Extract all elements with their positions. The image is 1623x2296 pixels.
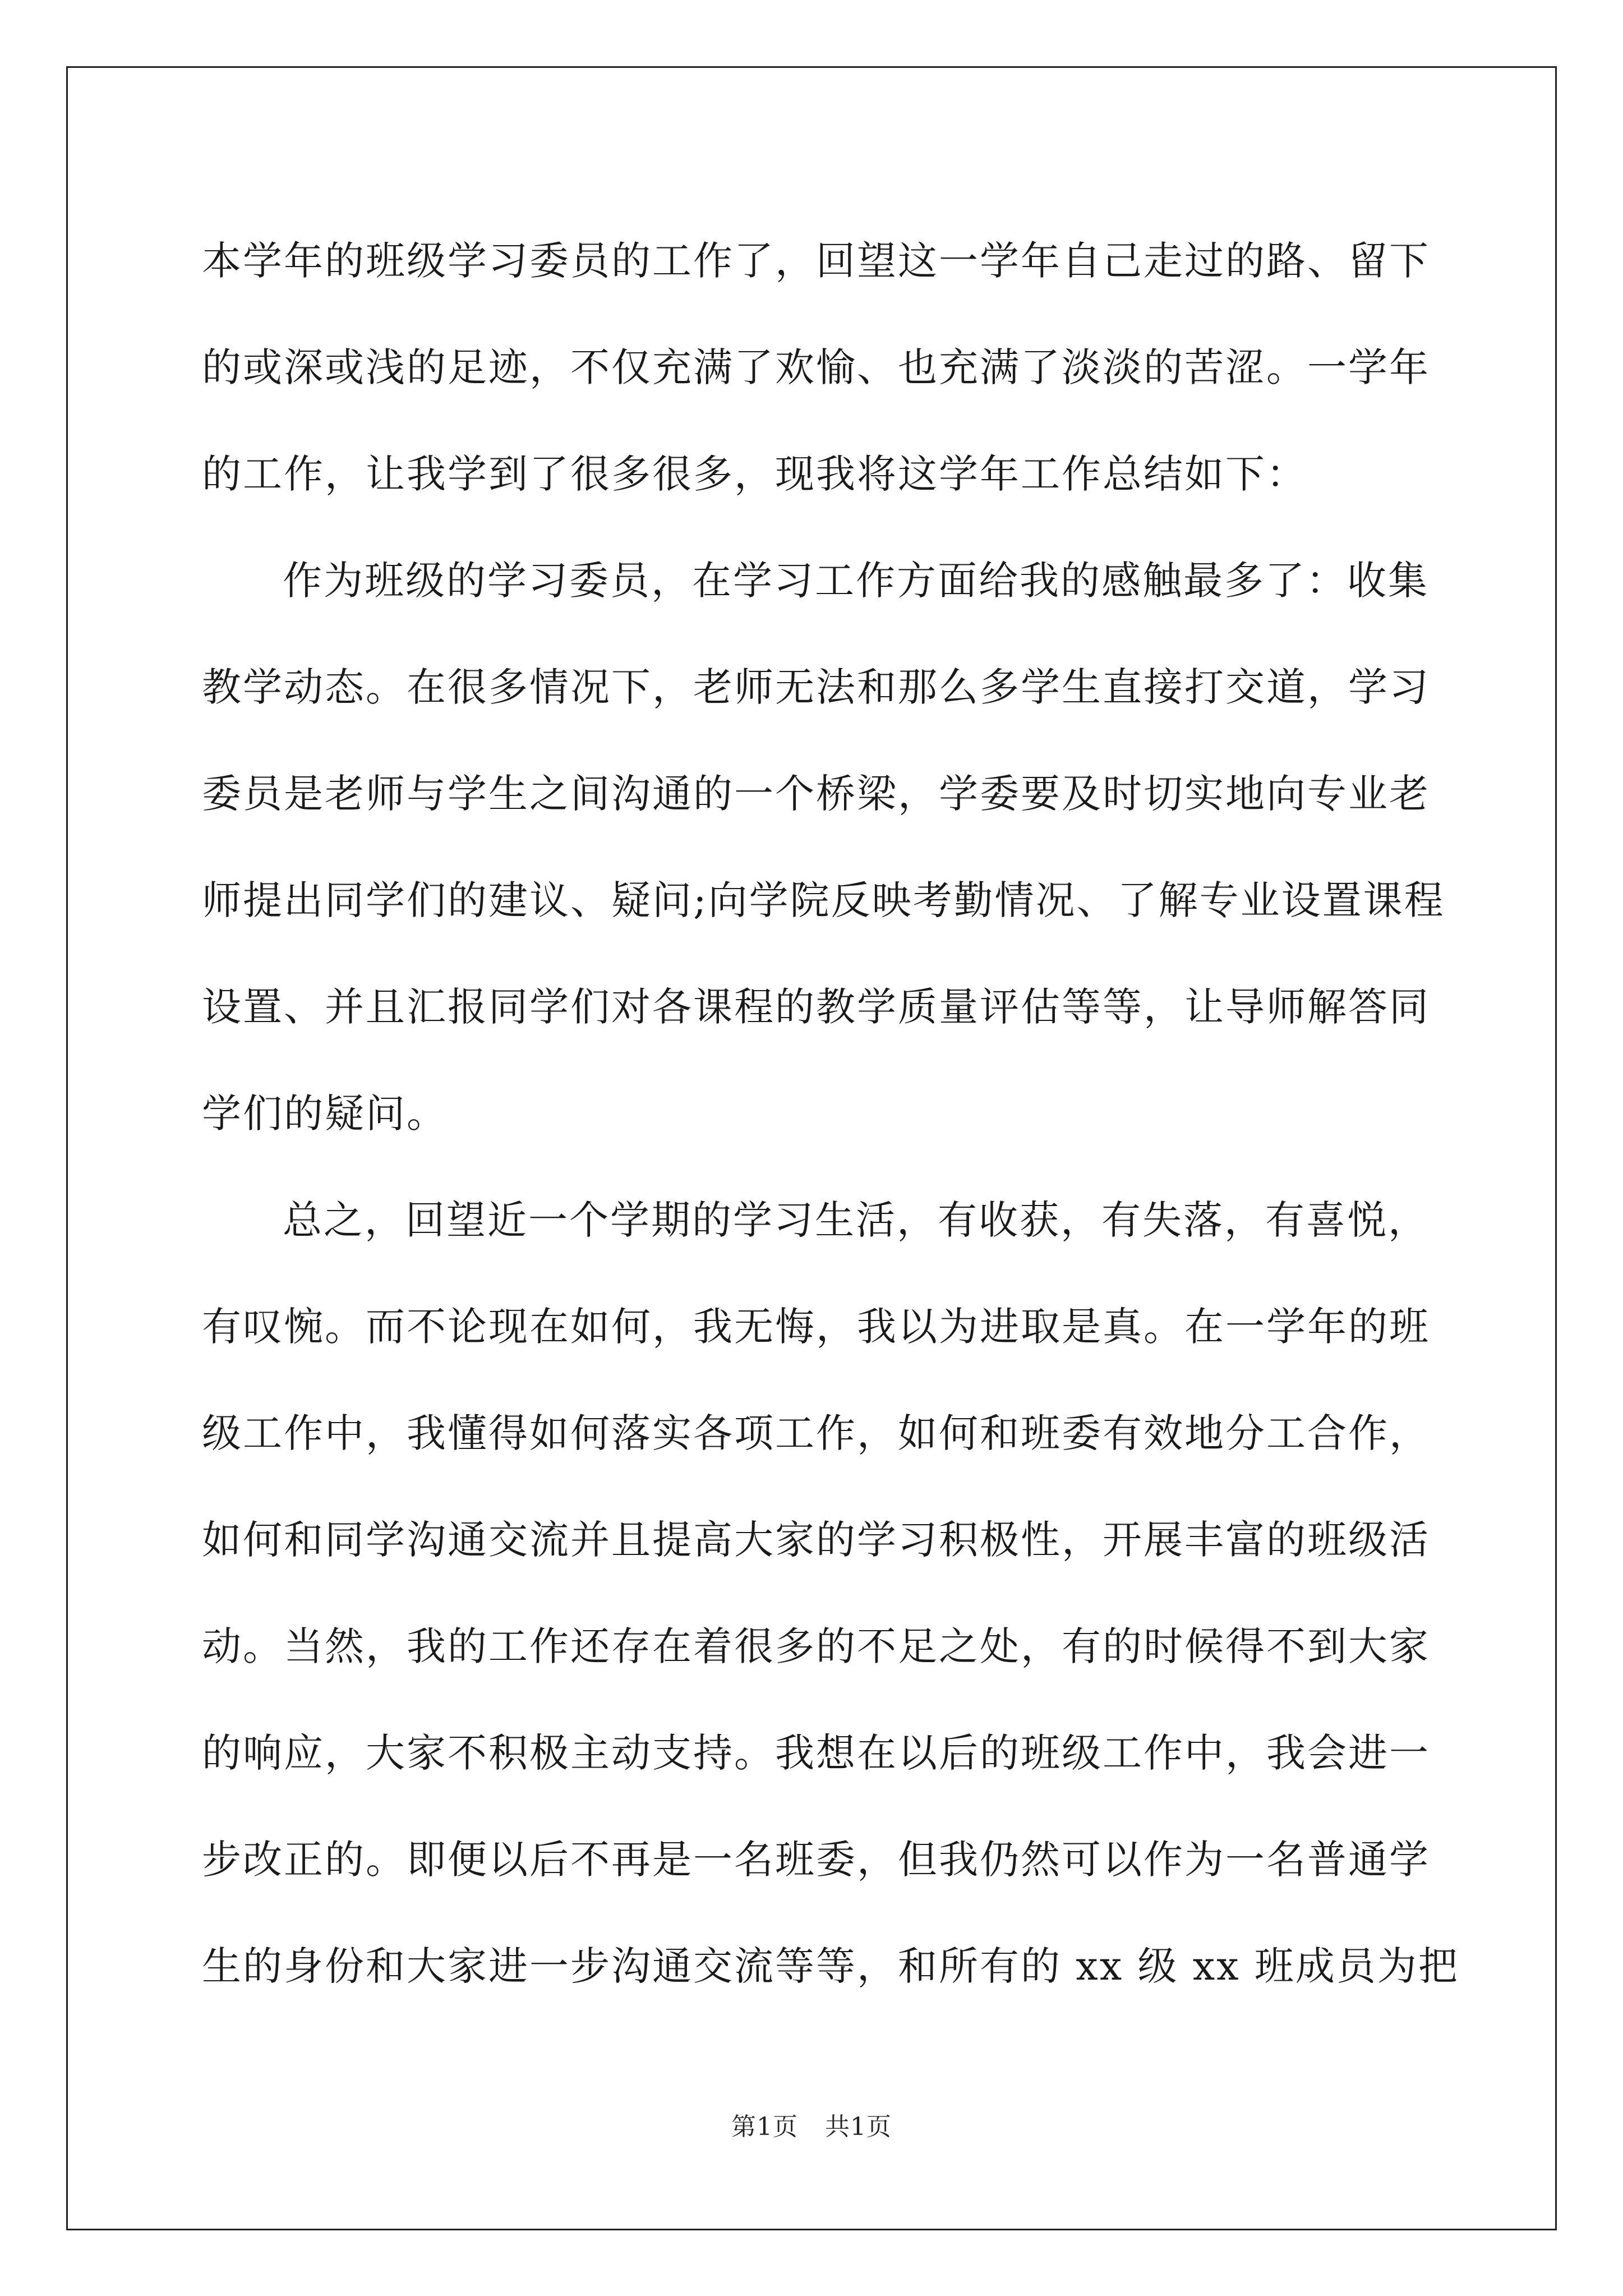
text-line: 的工作，让我学到了很多很多，现我将这学年工作总结如下：: [202, 451, 1307, 497]
text-line: 级工作中，我懂得如何落实各项工作，如何和班委有效地分工合作，: [202, 1410, 1430, 1456]
paragraph-3: [202, 1167, 1459, 2019]
text-line: 有叹惋。而不论现在如何，我无悔，我以为进取是真。在一学年的班: [202, 1304, 1430, 1350]
text-line: 设置、并且汇报同学们对各课程的教学质量评估等等，让导师解答同: [202, 984, 1430, 1030]
text-line: 本学年的班级学习委员的工作了，回望这一学年自己走过的路、留下: [202, 238, 1430, 284]
text-line: 的响应，大家不积极主动支持。我想在以后的班级工作中，我会进一: [202, 1730, 1430, 1776]
text-line: 委员是老师与学生之间沟通的一个桥梁，学委要及时切实地向专业老: [202, 771, 1430, 817]
document-body: [202, 208, 1459, 2019]
page-footer: [0, 2106, 1623, 2142]
text-line: 学们的疑问。: [202, 1091, 448, 1137]
paragraph-2: [202, 527, 1445, 1167]
text-line: 步改正的。即便以后不再是一名班委，但我仍然可以作为一名普通学: [202, 1837, 1430, 1883]
text-line: 作为班级的学习委员，在学习工作方面给我的感触最多了：收集: [283, 558, 1429, 604]
text-line: 教学动态。在很多情况下，老师无法和那么多学生直接打交道，学习: [202, 664, 1430, 710]
text-line: 生的身份和大家进一步沟通交流等等，和所有的 xx 级 xx 班成员为把: [202, 1943, 1459, 1989]
text-line: 总之，回望近一个学期的学习生活，有收获，有失落，有喜悦，: [283, 1197, 1429, 1243]
page-total: 共1页: [825, 2113, 892, 2141]
paragraph-1: [202, 208, 1436, 527]
text-line: 动。当然，我的工作还存在着很多的不足之处，有的时候得不到大家: [202, 1623, 1430, 1669]
text-line: 如何和同学沟通交流并且提高大家的学习积极性，开展丰富的班级活: [202, 1517, 1430, 1563]
text-line: 的或深或浅的足迹，不仅充满了欢愉、也充满了淡淡的苦涩。一学年: [202, 344, 1430, 390]
page-number: 第1页: [731, 2113, 798, 2141]
text-line: 师提出同学们的建议、疑问;向学院反映考勤情况、了解专业设置课程: [202, 877, 1445, 923]
